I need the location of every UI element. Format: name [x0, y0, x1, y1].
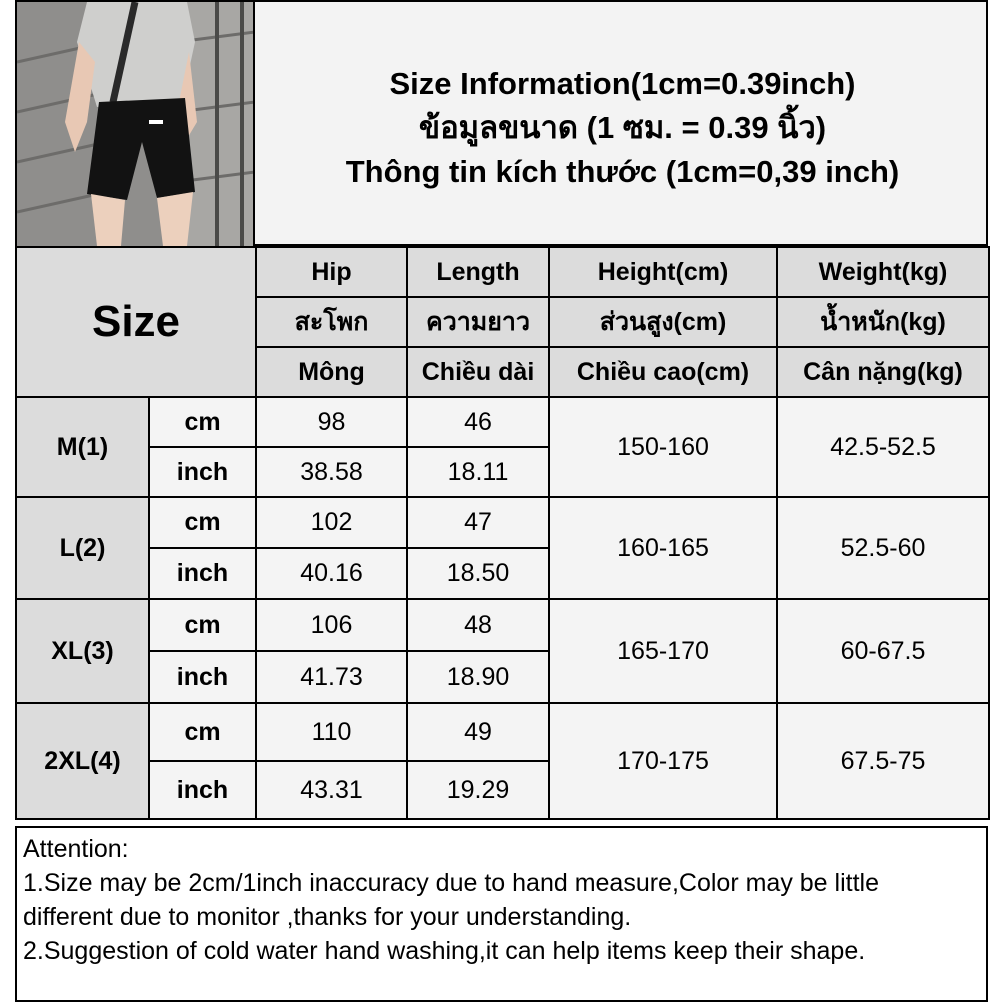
unit-label: cm — [149, 599, 256, 651]
table-row — [16, 497, 989, 548]
title-vietnamese: Thông tin kích thước (1cm=0,39 inch) — [345, 154, 900, 189]
size-label: XL(3) — [16, 599, 149, 703]
col-weight-en: Weight(kg) — [777, 247, 989, 297]
size-table — [15, 246, 990, 820]
length-inch-value: 18.50 — [407, 548, 549, 599]
col-height-vi: Chiều cao(cm) — [549, 347, 777, 397]
table-row — [16, 703, 989, 761]
col-weight-th: น้ำหนัก(kg) — [777, 297, 989, 347]
hip-inch-value: 40.16 — [256, 548, 407, 599]
hip-cm-value: 102 — [256, 497, 407, 548]
length-cm-value: 46 — [407, 397, 549, 447]
notes-line-3: 2.Suggestion of cold water hand washing,it can help items keep their shape. — [23, 937, 866, 965]
col-length-vi: Chiều dài — [407, 347, 549, 397]
col-hip-th: สะโพก — [256, 297, 407, 347]
title-thai: ข้อมูลขนาด (1 ซม. = 0.39 นิ้ว) — [418, 110, 827, 145]
length-inch-value: 19.29 — [407, 761, 549, 819]
height-value: 170-175 — [549, 703, 777, 819]
table-row — [16, 599, 989, 651]
hip-cm-value: 98 — [256, 397, 407, 447]
height-value: 150-160 — [549, 397, 777, 497]
unit-label: cm — [149, 703, 256, 761]
length-cm-value: 49 — [407, 703, 549, 761]
header-row-english — [16, 247, 989, 297]
size-label: 2XL(4) — [16, 703, 149, 819]
product-photo — [17, 2, 255, 246]
col-length-en: Length — [407, 247, 549, 297]
size-label: L(2) — [16, 497, 149, 599]
height-value: 160-165 — [549, 497, 777, 599]
hip-inch-value: 38.58 — [256, 447, 407, 497]
hip-inch-value: 43.31 — [256, 761, 407, 819]
col-length-th: ความยาว — [407, 297, 549, 347]
notes-line-1: 1.Size may be 2cm/1inch inaccuracy due to hand measure,Color may be little — [23, 869, 879, 897]
size-info-title — [257, 0, 988, 246]
attention-notes — [15, 826, 988, 1002]
table-row — [16, 397, 989, 447]
hip-cm-value: 106 — [256, 599, 407, 651]
col-height-en: Height(cm) — [549, 247, 777, 297]
hip-cm-value: 110 — [256, 703, 407, 761]
unit-label: cm — [149, 497, 256, 548]
title-english: Size Information(1cm=0.39inch) — [389, 66, 856, 101]
size-header: Size — [16, 247, 256, 397]
weight-value: 60-67.5 — [777, 599, 989, 703]
product-photo-image — [17, 2, 255, 246]
length-cm-value: 48 — [407, 599, 549, 651]
col-hip-en: Hip — [256, 247, 407, 297]
notes-line-2: different due to monitor ,thanks for your understanding. — [23, 903, 632, 931]
unit-label: inch — [149, 447, 256, 497]
unit-label: inch — [149, 651, 256, 703]
unit-label: cm — [149, 397, 256, 447]
weight-value: 67.5-75 — [777, 703, 989, 819]
col-height-th: ส่วนสูง(cm) — [549, 297, 777, 347]
col-hip-vi: Mông — [256, 347, 407, 397]
weight-value: 52.5-60 — [777, 497, 989, 599]
notes-heading: Attention: — [23, 835, 129, 863]
weight-value: 42.5-52.5 — [777, 397, 989, 497]
height-value: 165-170 — [549, 599, 777, 703]
hip-inch-value: 41.73 — [256, 651, 407, 703]
col-weight-vi: Cân nặng(kg) — [777, 347, 989, 397]
size-label: M(1) — [16, 397, 149, 497]
length-inch-value: 18.90 — [407, 651, 549, 703]
length-inch-value: 18.11 — [407, 447, 549, 497]
length-cm-value: 47 — [407, 497, 549, 548]
unit-label: inch — [149, 761, 256, 819]
unit-label: inch — [149, 548, 256, 599]
